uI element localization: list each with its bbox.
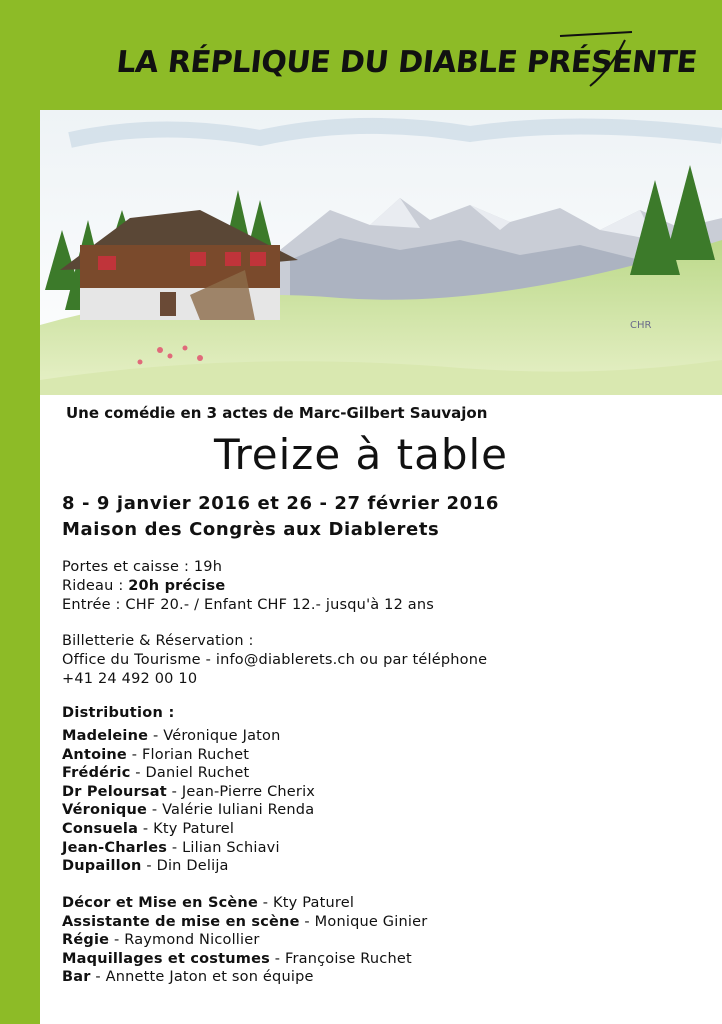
crew-person: - Kty Paturel (258, 895, 355, 911)
character-name: Véronique (62, 802, 148, 819)
character-name: Madeleine (62, 728, 149, 744)
curtain-label: Rideau : (62, 578, 129, 594)
practical-info (62, 558, 434, 615)
crew-member (62, 931, 427, 950)
crew-list (62, 894, 427, 987)
chalet-mountain-painting (40, 110, 722, 395)
cast-member (62, 820, 315, 839)
doors-time: Portes et caisse : 19h (62, 559, 223, 575)
performance-dates: 8 - 9 janvier 2016 et 26 - 27 février 2016 (62, 493, 499, 514)
venue: Maison des Congrès aux Diablerets (62, 519, 440, 540)
character-name: Jean-Charles (62, 839, 168, 856)
crew-role: Régie (62, 932, 110, 949)
character-name: Frédéric (62, 765, 131, 782)
crew-role: Assistante de mise en scène (62, 913, 300, 930)
crew-person: - Monique Ginier (299, 913, 428, 930)
cast-member (62, 764, 315, 783)
cast-member (62, 801, 315, 820)
ticketing-heading: Billetterie & Réservation : (62, 633, 254, 649)
character-name: Consuela (62, 820, 139, 837)
ticketing-phone: +41 24 492 00 10 (62, 671, 198, 687)
cast-member (62, 727, 315, 746)
ticketing-office: Office du Tourisme - info@diablerets.ch ou par téléphone (62, 652, 488, 668)
header-title (114, 30, 699, 90)
crew-member (62, 894, 427, 913)
header-title-text: LA RÉPLIQUE DU DIABLE PRÉSENTE (114, 45, 699, 80)
character-name: Dr Peloursat (62, 783, 167, 800)
actor-name: - Din Delija (141, 858, 229, 875)
actor-name: - Kty Paturel (138, 820, 235, 837)
actor-name: - Florian Ruchet (126, 746, 250, 763)
character-name: Antoine (62, 746, 127, 763)
crew-member (62, 968, 427, 987)
cast-heading: Distribution : (62, 705, 175, 721)
crew-member (62, 913, 427, 932)
curtain-time: 20h précise (128, 578, 226, 594)
actor-name: - Jean-Pierre Cherix (166, 783, 316, 800)
ticketing-info (62, 632, 487, 689)
cast-member (62, 783, 315, 802)
actor-name: - Lilian Schiavi (167, 839, 280, 856)
crew-role: Maquillages et costumes (62, 950, 270, 967)
crew-role: Bar (62, 969, 91, 986)
cast-member (62, 839, 315, 858)
cast-member (62, 746, 315, 765)
crew-member (62, 950, 427, 969)
crew-person: - Raymond Nicollier (109, 932, 260, 949)
character-name: Dupaillon (62, 858, 142, 875)
play-title: Treize à table (213, 430, 509, 479)
play-subtitle: Une comédie en 3 actes de Marc-Gilbert Sauvajon (66, 404, 488, 422)
left-green-band (0, 0, 40, 1024)
actor-name: - Véronique Jaton (148, 728, 281, 744)
cast-member (62, 857, 315, 876)
painting-signature: CHR (630, 320, 652, 331)
cast-list (62, 727, 315, 876)
crew-role: Décor et Mise en Scène (62, 895, 258, 911)
crew-person: - Annette Jaton et son équipe (90, 969, 314, 986)
actor-name: - Valérie Iuliani Renda (147, 802, 315, 819)
actor-name: - Daniel Ruchet (130, 765, 250, 782)
crew-person: - Françoise Ruchet (269, 950, 412, 967)
entry-price: Entrée : CHF 20.- / Enfant CHF 12.- jusqu'à 12 ans (62, 597, 435, 613)
curtain-time-line (62, 577, 434, 596)
